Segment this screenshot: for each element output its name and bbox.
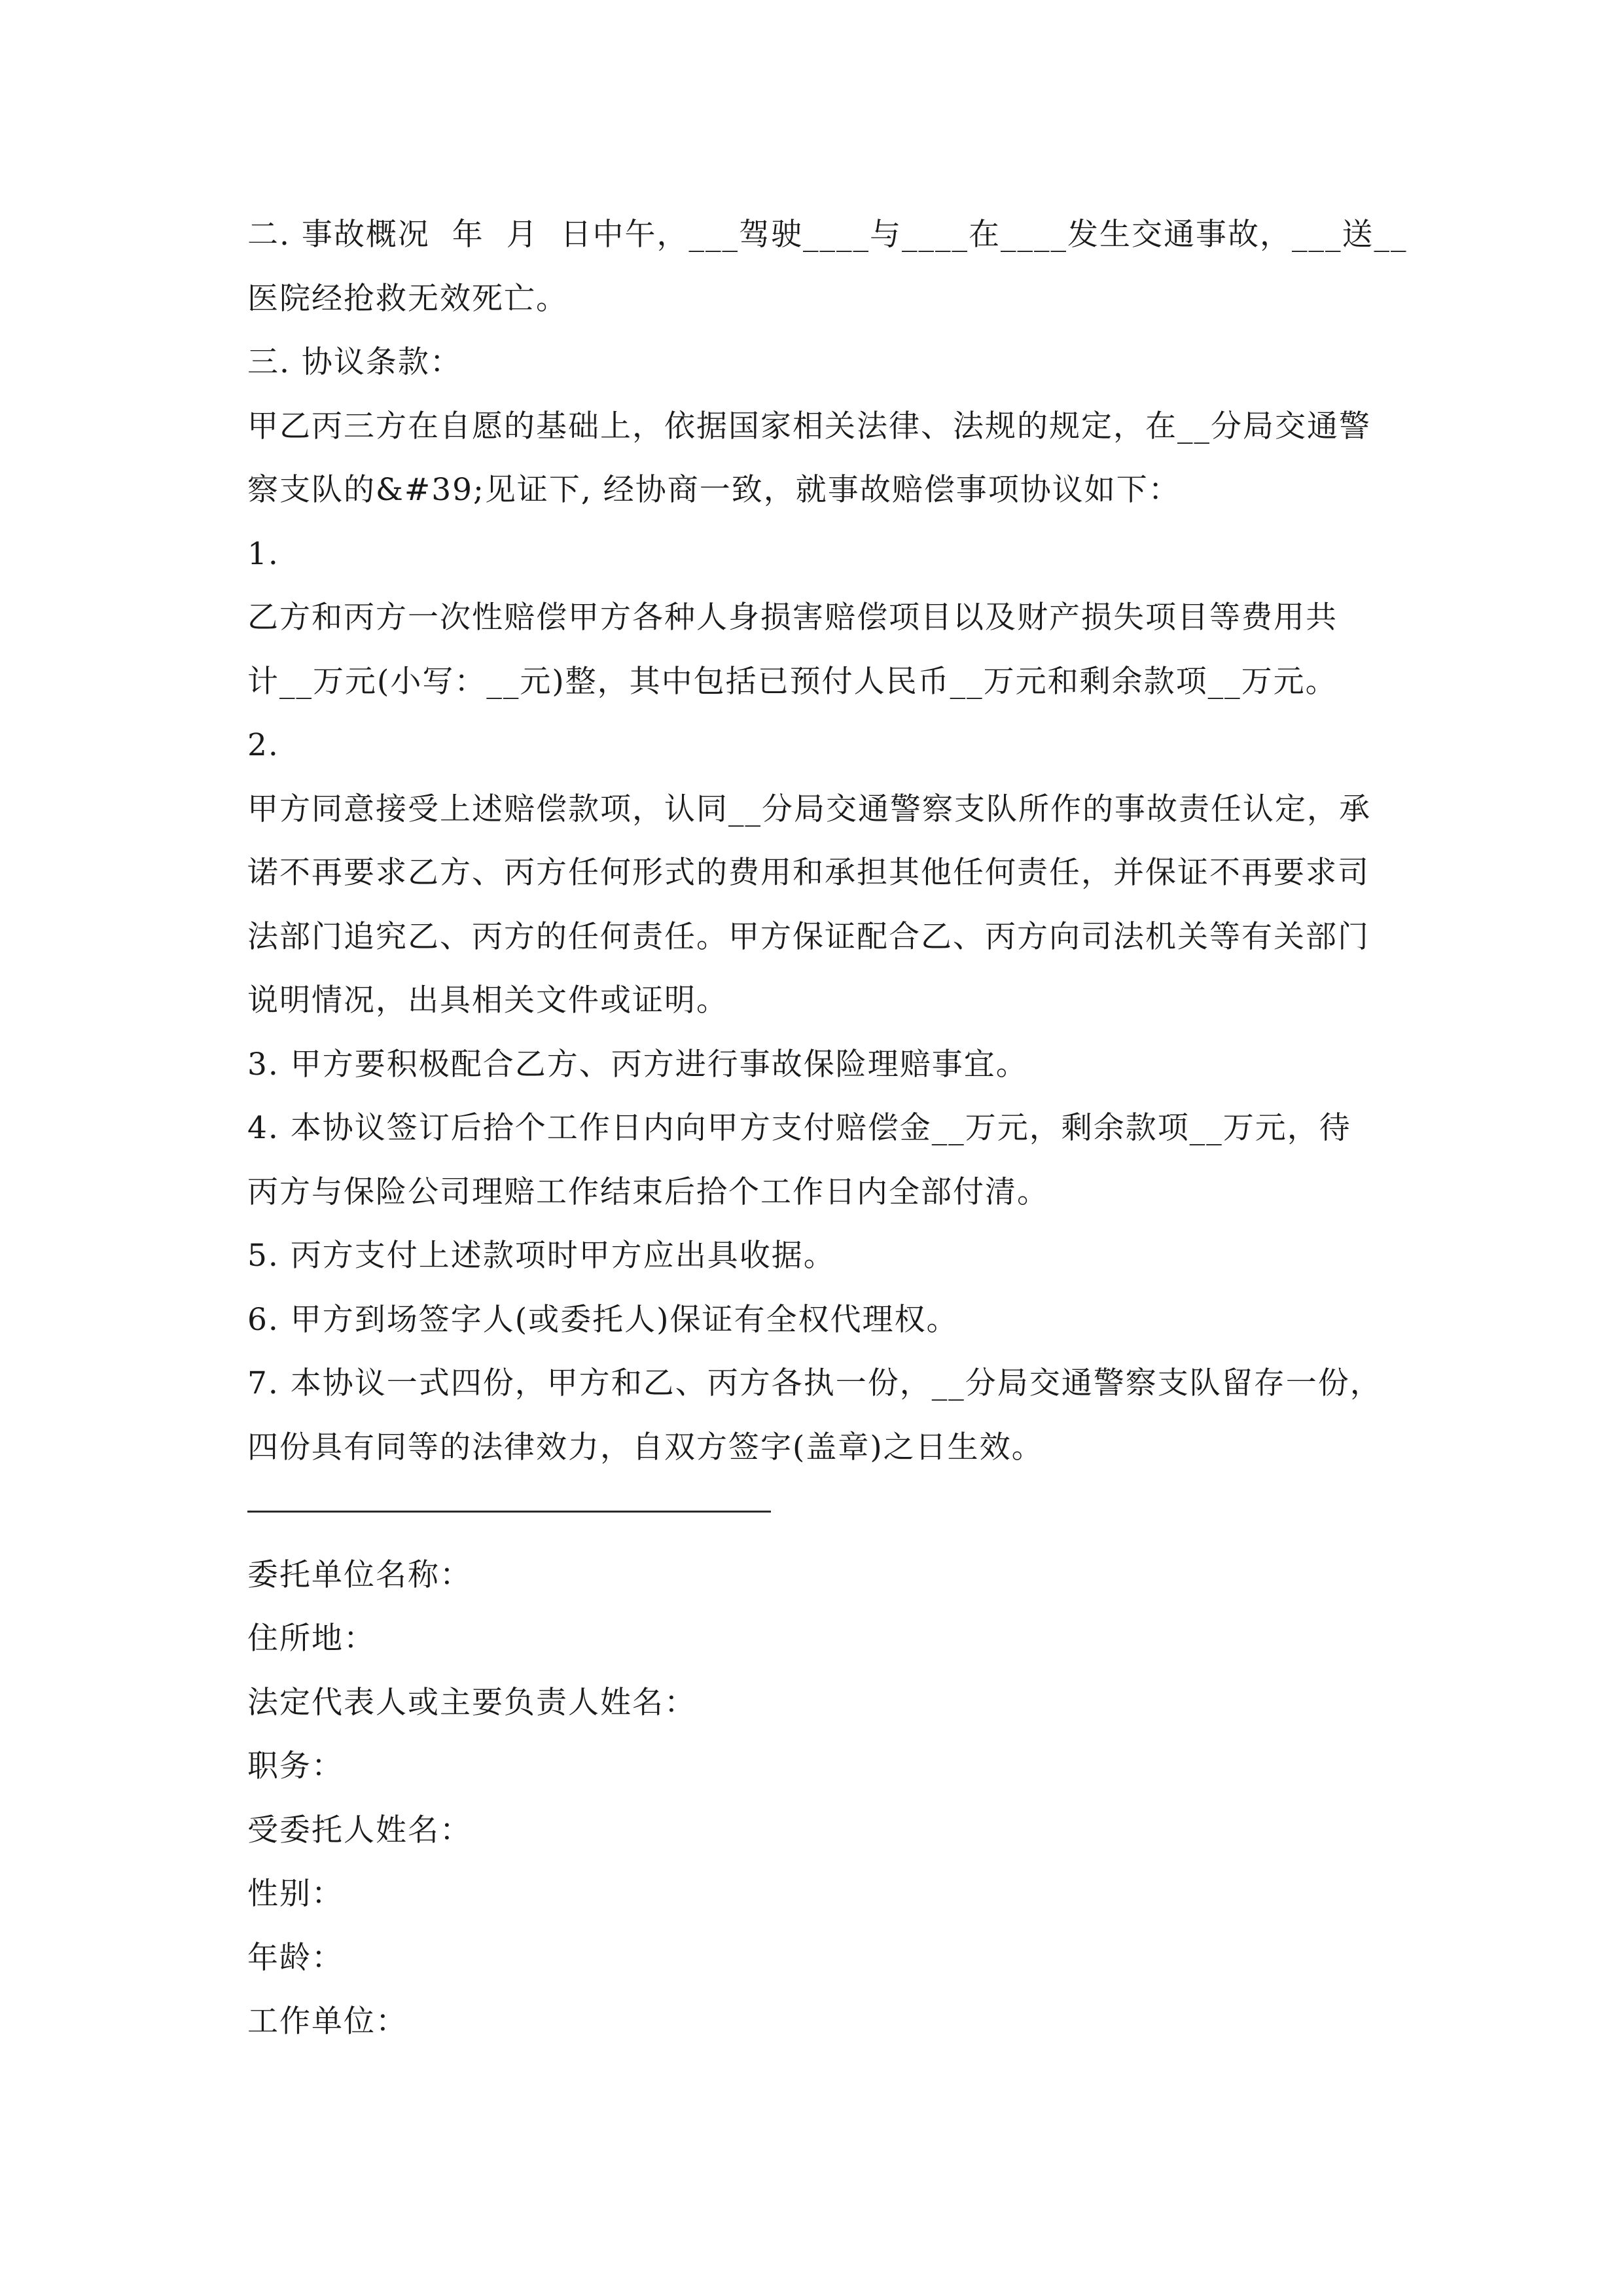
field-work-unit: 工作单位： — [247, 2003, 408, 2039]
clause-1-line-1: 乙方和丙方一次性赔偿甲方各种人身损害赔偿项目以及财产损失项目等费用共 — [247, 600, 1338, 636]
field-age: 年龄： — [247, 1939, 344, 1976]
field-entrusting-unit: 委托单位名称： — [247, 1556, 472, 1593]
clause-2-number: 2. — [247, 727, 279, 763]
document-body — [247, 203, 1408, 2054]
section-2-line-2: 医院经抢救无效死亡。 — [247, 280, 568, 317]
field-gender: 性别： — [247, 1876, 344, 1912]
clause-2-line-4: 说明情况，出具相关文件或证明。 — [247, 982, 728, 1018]
clause-6: 6. 甲方到场签字人(或委托人)保证有全权代理权。 — [247, 1301, 959, 1338]
clause-2-line-1: 甲方同意接受上述赔偿款项，认同__分局交通警察支队所作的事故责任认定，承 — [247, 791, 1371, 827]
clause-3: 3. 甲方要积极配合乙方、丙方进行事故保险理赔事宜。 — [247, 1046, 1028, 1083]
section-3-heading: 三. 协议条款： — [247, 344, 462, 380]
field-legal-representative: 法定代表人或主要负责人姓名： — [247, 1684, 696, 1721]
field-position: 职务： — [247, 1748, 344, 1784]
clause-1-number: 1. — [247, 535, 279, 572]
clause-2-line-3: 法部门追究乙、丙方的任何责任。甲方保证配合乙、丙方向司法机关等有关部门 — [247, 918, 1370, 955]
section-2-line-1: 二. 事故概况 年 月 日中午，___驾驶____与____在____发生交通事故，___送__ — [247, 217, 1408, 253]
clause-5: 5. 丙方支付上述款项时甲方应出具收据。 — [247, 1238, 836, 1274]
clause-2-line-2: 诺不再要求乙方、丙方任何形式的费用和承担其他任何责任，并保证不再要求司 — [247, 855, 1370, 891]
separator-line — [247, 1511, 771, 1513]
clause-4-line-2: 丙方与保险公司理赔工作结束后拾个工作日内全部付清。 — [247, 1174, 1049, 1210]
field-agent-name: 受委托人姓名： — [247, 1812, 472, 1848]
clause-7-line-2: 四份具有同等的法律效力，自双方签字(盖章)之日生效。 — [247, 1429, 1044, 1465]
clause-7-line-1: 7. 本协议一式四份，甲方和乙、丙方各执一份，__分局交通警察支队留存一份， — [247, 1365, 1382, 1401]
field-residence: 住所地： — [247, 1621, 376, 1657]
section-3-intro-line-1: 甲乙丙三方在自愿的基础上，依据国家相关法律、法规的规定，在__分局交通警 — [247, 408, 1371, 444]
clause-4-line-1: 4. 本协议签订后拾个工作日内向甲方支付赔偿金__万元，剩余款项__万元，待 — [247, 1110, 1351, 1146]
section-3-intro-line-2: 察支队的&#39;见证下, 经协商一致，就事故赔偿事项协议如下： — [247, 472, 1181, 508]
clause-1-line-2: 计__万元(小写：__元)整，其中包括已预付人民币__万元和剩余款项__万元。 — [247, 663, 1338, 700]
separator-rule — [247, 1479, 1399, 1543]
